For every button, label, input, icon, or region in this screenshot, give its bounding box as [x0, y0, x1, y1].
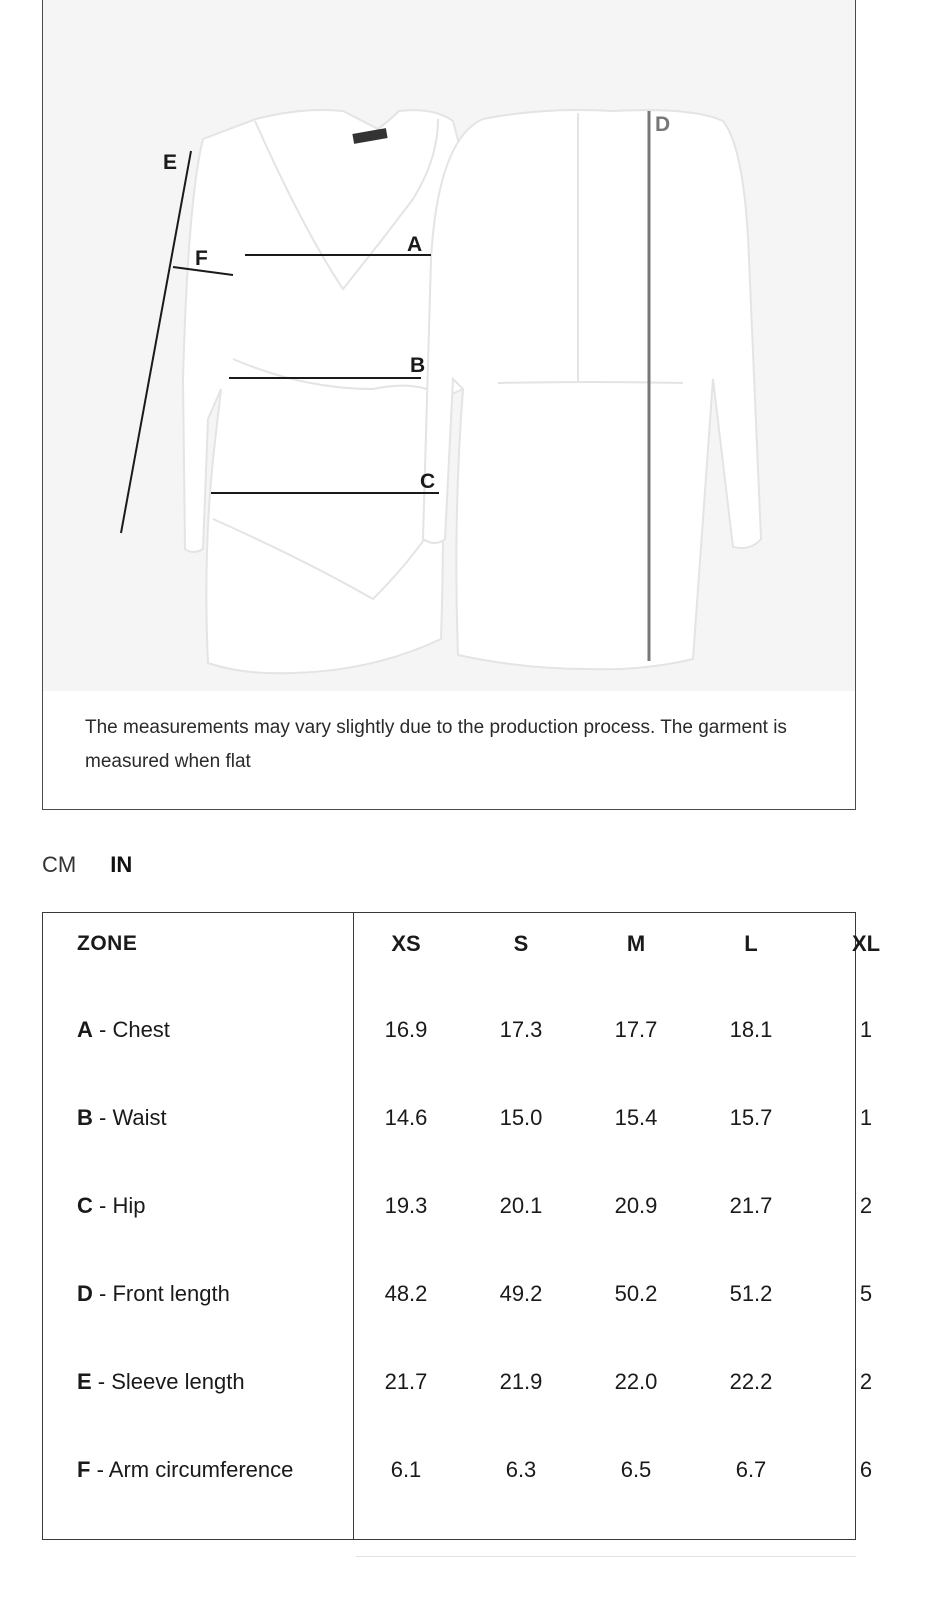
zone-letter: F — [77, 1457, 91, 1482]
size-header: L — [744, 931, 758, 956]
label-e: E — [163, 151, 178, 174]
dress-back-illustration — [423, 110, 761, 669]
measurement-value: 6.3 — [505, 1457, 537, 1482]
size-header: M — [626, 931, 646, 956]
table-row — [43, 1073, 943, 1163]
zone-label — [77, 1425, 293, 1515]
zone-label — [77, 1337, 245, 1427]
measurement-value: 21.7 — [384, 1369, 428, 1394]
label-a: A — [407, 233, 423, 256]
measurement-value: 1 — [859, 1017, 873, 1042]
zone-label — [77, 985, 170, 1075]
zone-letter: C — [77, 1193, 93, 1218]
zone-letter: B — [77, 1105, 93, 1130]
dress-measurement-diagram — [43, 0, 855, 691]
measurement-value: 19.3 — [384, 1193, 428, 1218]
line-e — [121, 151, 191, 533]
measurement-value: 21.9 — [499, 1369, 543, 1394]
unit-in-option[interactable]: IN — [110, 852, 133, 877]
measurement-value: 2 — [859, 1369, 873, 1394]
measurement-value: 17.7 — [614, 1017, 658, 1042]
zone-letter: D — [77, 1281, 93, 1306]
table-row — [43, 985, 943, 1075]
table-row — [43, 1161, 943, 1251]
measurement-value: 6.1 — [390, 1457, 422, 1482]
zone-header: ZONE — [77, 932, 138, 955]
table-row — [43, 1425, 943, 1515]
unit-cm-option[interactable]: CM — [42, 852, 77, 877]
measurement-value: 16.9 — [384, 1017, 428, 1042]
zone-label — [77, 1161, 145, 1251]
measurement-value: 22.0 — [614, 1369, 658, 1394]
measurement-value: 2 — [859, 1193, 873, 1218]
zone-label — [77, 1073, 167, 1163]
measurement-value: 1 — [859, 1105, 873, 1130]
zone-name: - Sleeve length — [91, 1369, 245, 1394]
measurement-value: 22.2 — [729, 1369, 773, 1394]
label-f: F — [195, 247, 208, 270]
measurement-guide-card — [42, 0, 856, 810]
measurement-value: 15.4 — [614, 1105, 658, 1130]
bottom-divider — [356, 1556, 856, 1557]
measurement-value: 49.2 — [499, 1281, 543, 1306]
measurement-value: 5 — [859, 1281, 873, 1306]
dress-front-illustration — [183, 110, 463, 673]
measurement-value: 51.2 — [729, 1281, 773, 1306]
measurement-value: 6.5 — [620, 1457, 652, 1482]
unit-toggle — [42, 852, 132, 878]
measurement-value: 21.7 — [729, 1193, 773, 1218]
zone-letter: E — [77, 1369, 92, 1394]
label-c: C — [420, 470, 436, 493]
size-table — [42, 912, 881, 1540]
garment-diagram-image — [43, 0, 855, 691]
measurement-value: 15.0 — [499, 1105, 543, 1130]
size-header: XL — [851, 931, 881, 956]
measurement-value: 20.9 — [614, 1193, 658, 1218]
zone-name: - Hip — [92, 1193, 146, 1218]
measurement-value: 48.2 — [384, 1281, 428, 1306]
measurement-value: 14.6 — [384, 1105, 428, 1130]
measurement-value: 6 — [859, 1457, 873, 1482]
measurement-value: 6.7 — [735, 1457, 767, 1482]
zone-label — [77, 1249, 230, 1339]
measurement-value: 20.1 — [499, 1193, 543, 1218]
measurement-value: 50.2 — [614, 1281, 658, 1306]
measurement-disclaimer: The measurements may vary slightly due to the production process. The garment is measured when flat — [85, 717, 787, 772]
size-header: XS — [391, 931, 421, 956]
zone-name: - Front length — [92, 1281, 230, 1306]
table-row — [43, 1249, 943, 1339]
measurement-value: 17.3 — [499, 1017, 543, 1042]
measurement-value: 18.1 — [729, 1017, 773, 1042]
zone-name: - Waist — [92, 1105, 167, 1130]
measurement-value: 15.7 — [729, 1105, 773, 1130]
size-header: S — [513, 931, 529, 956]
label-d: D — [655, 113, 671, 136]
zone-name: - Chest — [92, 1017, 170, 1042]
label-b: B — [410, 354, 426, 377]
zone-letter: A — [77, 1017, 93, 1042]
table-row — [43, 1337, 943, 1427]
zone-name: - Arm circumference — [90, 1457, 294, 1482]
table-header-row — [43, 899, 943, 989]
